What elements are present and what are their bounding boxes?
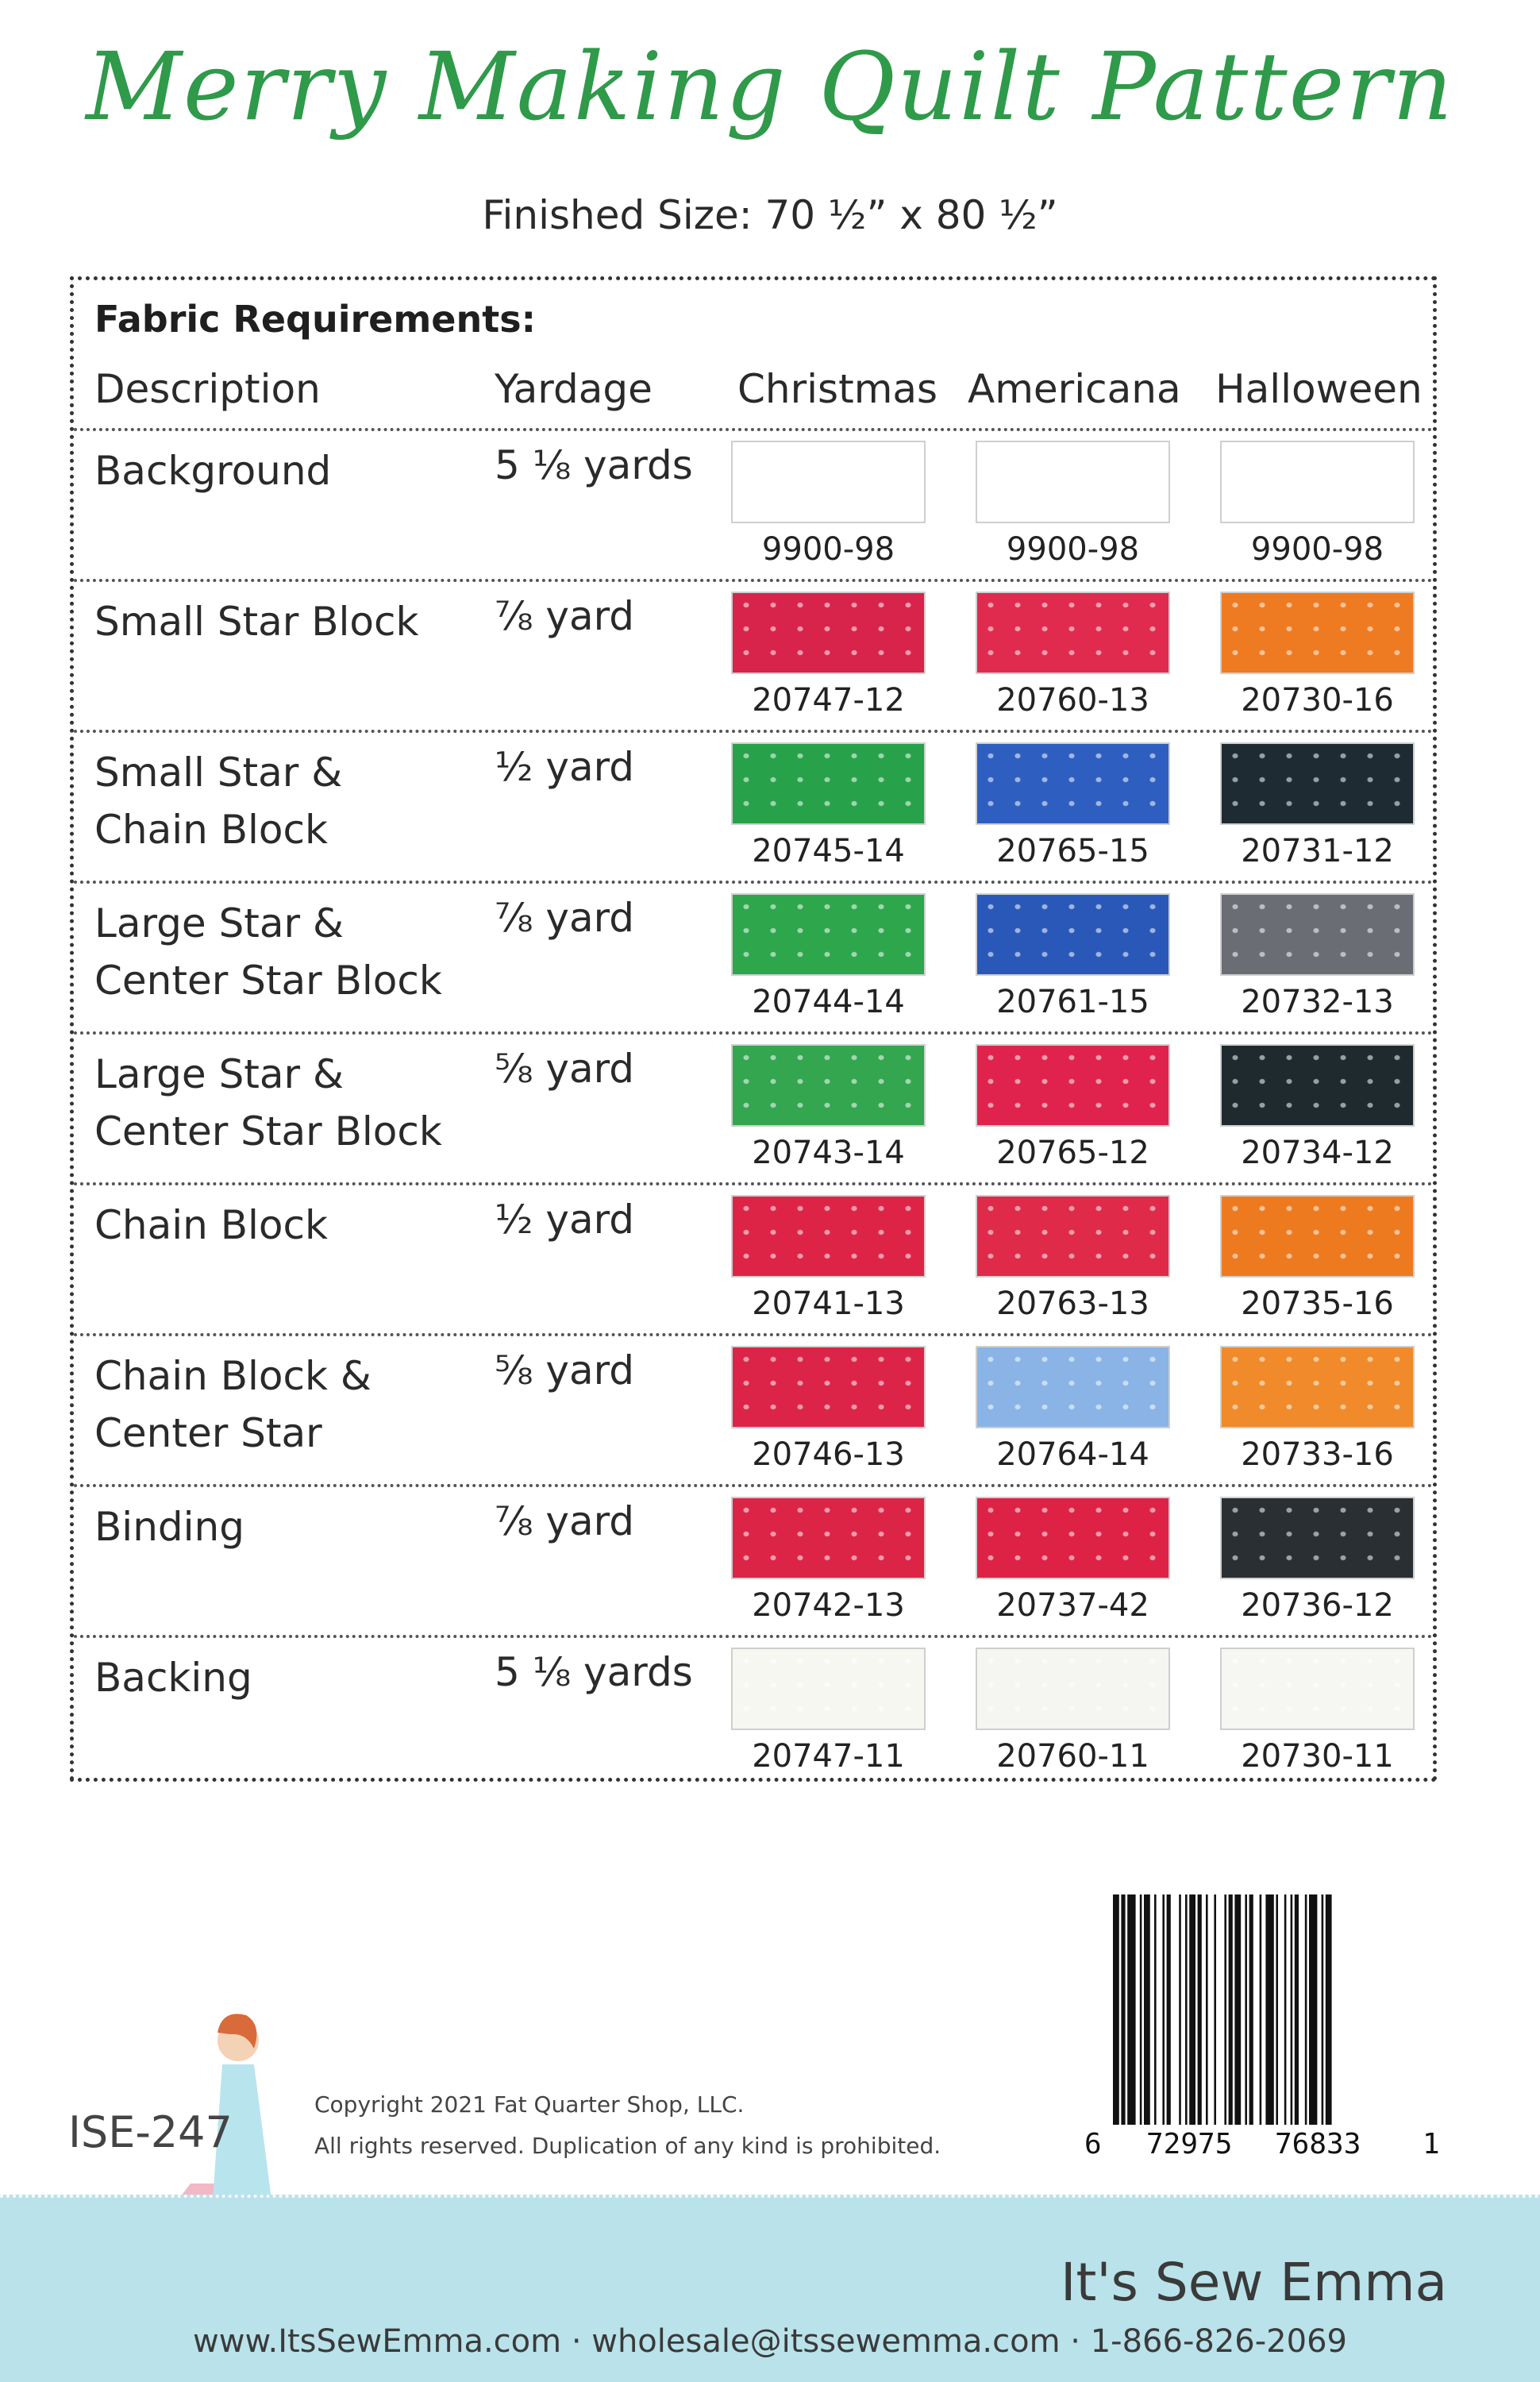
barcode-bar (1113, 1894, 1119, 2125)
row-description-line: Binding (94, 1504, 244, 1550)
fabric-swatch (731, 1346, 926, 1428)
fabric-code: 20744-14 (752, 984, 905, 1020)
barcode-bar (1189, 1894, 1195, 2125)
fabric-code: 20747-11 (752, 1738, 905, 1775)
fabric-code: 20747-12 (752, 682, 905, 719)
row-description (94, 593, 418, 650)
table-row (74, 579, 1433, 730)
fabric-swatch (976, 1648, 1170, 1730)
fabric-code: 20760-11 (996, 1738, 1149, 1775)
row-description-line: Center Star Block (94, 1108, 442, 1154)
row-description-line: Large Star & (94, 900, 344, 946)
fabric-code: 20765-15 (996, 833, 1149, 869)
barcode-bar (1214, 1894, 1216, 2125)
table-heading: Fabric Requirements: (94, 298, 537, 341)
barcode-bar (1167, 1894, 1171, 2125)
fabric-code: 9900-98 (761, 531, 895, 568)
barcode-bar (1326, 1894, 1332, 2125)
row-description-line: Chain Block & (94, 1353, 372, 1399)
barcode-bar (1179, 1894, 1181, 2125)
barcode-bar (1260, 1894, 1262, 2125)
fabric-code: 9900-98 (1250, 531, 1384, 568)
fabric-swatch (976, 441, 1170, 523)
fabric-swatch (731, 893, 926, 976)
fabric-swatch (731, 441, 926, 523)
fabric-swatch (1220, 441, 1415, 523)
barcode-bar (1276, 1894, 1278, 2125)
fabric-code: 20765-12 (996, 1135, 1149, 1171)
fabric-code: 20735-16 (1241, 1285, 1394, 1322)
row-yardage: ½ yard (495, 1197, 635, 1243)
barcode-digits-b: 76833 (1275, 2128, 1361, 2160)
row-yardage: ⅞ yard (495, 895, 635, 941)
fabric-code: 20763-13 (996, 1285, 1149, 1322)
fabric-swatch (1220, 742, 1415, 825)
fabric-code: 20734-12 (1241, 1135, 1394, 1171)
fabric-code: 20730-11 (1241, 1738, 1394, 1775)
barcode-bar (1309, 1894, 1317, 2125)
fabric-code: 20731-12 (1241, 833, 1394, 869)
table-row (74, 881, 1433, 1031)
fabric-swatch (976, 1195, 1170, 1278)
barcode-bar (1291, 1894, 1293, 2125)
fabric-swatch (976, 592, 1170, 674)
copyright-line-2: All rights reserved. Duplication of any kind is prohibited. (314, 2133, 941, 2159)
barcode-bar (1198, 1894, 1202, 2125)
barcode-digit-left: 6 (1084, 2128, 1102, 2160)
row-description (94, 744, 342, 858)
fabric-swatch (1220, 1044, 1415, 1127)
row-description (94, 895, 442, 1009)
row-description (94, 442, 331, 499)
table-row (74, 1031, 1433, 1182)
fabric-swatch (1220, 1195, 1415, 1278)
row-yardage: 5 ⅛ yards (495, 1649, 693, 1695)
table-row (74, 1182, 1433, 1333)
row-description (94, 1347, 372, 1462)
fabric-code: 20736-12 (1241, 1587, 1394, 1624)
table-row (74, 1635, 1433, 1786)
fabric-code: 20741-13 (752, 1285, 905, 1322)
barcode-bar (1185, 1894, 1188, 2125)
fabric-swatch (1220, 1648, 1415, 1730)
barcode-bar (1127, 1894, 1135, 2125)
barcode-bar (1305, 1894, 1307, 2125)
table-row (74, 1333, 1433, 1484)
fabric-code: 20730-16 (1241, 682, 1394, 719)
row-yardage: ⅞ yard (495, 593, 635, 639)
fabric-swatch (731, 1497, 926, 1579)
barcode-bar (1154, 1894, 1157, 2125)
fabric-swatch (1220, 893, 1415, 976)
row-yardage: 5 ⅛ yards (495, 442, 693, 488)
barcode-bar (1162, 1894, 1165, 2125)
col-americana: Americana (968, 366, 1181, 412)
row-description-line: Backing (94, 1655, 252, 1701)
barcode-bar (1234, 1894, 1241, 2125)
sku-label: ISE-247 (68, 2107, 233, 2157)
barcode (1113, 1894, 1408, 2160)
barcode-digit-right: 1 (1423, 2128, 1440, 2160)
copyright-line-1: Copyright 2021 Fat Quarter Shop, LLC. (314, 2091, 745, 2118)
row-description-line: Large Star & (94, 1051, 344, 1097)
fabric-swatch (976, 1346, 1170, 1428)
col-halloween: Halloween (1215, 366, 1423, 412)
table-row (74, 428, 1433, 579)
row-description-line: Center Star Block (94, 958, 442, 1004)
barcode-bar (1224, 1894, 1226, 2125)
fabric-swatch (731, 592, 926, 674)
fabric-code: 20761-15 (996, 984, 1149, 1020)
fabric-code: 20760-13 (996, 682, 1149, 719)
page-title: Merry Making Quilt Pattern (86, 32, 1454, 141)
row-description (94, 1649, 252, 1706)
barcode-bar (1295, 1894, 1299, 2125)
fabric-swatch (731, 742, 926, 825)
fabric-code: 20746-13 (752, 1436, 905, 1473)
row-yardage: ⅝ yard (495, 1046, 635, 1092)
barcode-bar (1121, 1894, 1125, 2125)
fabric-swatch (1220, 1346, 1415, 1428)
fabric-swatch (976, 893, 1170, 976)
barcode-bar (1229, 1894, 1233, 2125)
row-description (94, 1197, 328, 1254)
fabric-swatch (976, 1044, 1170, 1127)
row-description-line: Center Star (94, 1410, 322, 1456)
fabric-swatch (1220, 1497, 1415, 1579)
row-description (94, 1498, 244, 1555)
row-yardage: ½ yard (495, 744, 635, 790)
fabric-code: 20764-14 (996, 1436, 1149, 1473)
fabric-code: 20737-42 (996, 1587, 1149, 1624)
fabric-code: 20745-14 (752, 833, 905, 869)
fabric-code: 20733-16 (1241, 1436, 1394, 1473)
fabric-swatch (731, 1648, 926, 1730)
barcode-digits-a: 72975 (1146, 2128, 1233, 2160)
fabric-code: 20742-13 (752, 1587, 905, 1624)
row-description-line: Small Star & (94, 750, 343, 796)
row-yardage: ⅝ yard (495, 1347, 635, 1393)
col-description: Description (94, 366, 321, 412)
barcode-bar (1265, 1894, 1273, 2125)
col-yardage: Yardage (495, 366, 653, 412)
barcode-bar (1245, 1894, 1247, 2125)
contact-line: www.ItsSewEmma.com · wholesale@itssewemma.com · 1-866-826-2069 (193, 2323, 1347, 2360)
fabric-requirements-table (70, 276, 1437, 1782)
barcode-bar (1144, 1894, 1150, 2125)
fabric-code: 20732-13 (1241, 984, 1394, 1020)
fabric-swatch (731, 1044, 926, 1127)
barcode-bar (1322, 1894, 1324, 2125)
row-description-line: Chain Block (94, 1202, 328, 1248)
finished-size: Finished Size: 70 ½” x 80 ½” (482, 192, 1058, 238)
fabric-swatch (976, 1497, 1170, 1579)
fabric-swatch (731, 1195, 926, 1278)
barcode-bar (1249, 1894, 1253, 2125)
fabric-code: 9900-98 (1006, 531, 1140, 568)
col-christmas: Christmas (737, 366, 938, 412)
table-row (74, 730, 1433, 881)
row-description (94, 1046, 442, 1160)
row-description-line: Small Star Block (94, 599, 419, 645)
brand-name: It's Sew Emma (1061, 2252, 1448, 2313)
fabric-swatch (1220, 592, 1415, 674)
barcode-bar (1206, 1894, 1208, 2125)
fabric-code: 20743-14 (752, 1135, 905, 1171)
row-description-line: Background (94, 448, 332, 494)
footer-dotted-line (0, 2195, 1540, 2198)
barcode-bar (1284, 1894, 1287, 2125)
row-yardage: ⅞ yard (495, 1498, 635, 1544)
barcode-bar (1140, 1894, 1142, 2125)
row-description-line: Chain Block (94, 807, 328, 853)
fabric-swatch (976, 742, 1170, 825)
table-row (74, 1484, 1433, 1635)
